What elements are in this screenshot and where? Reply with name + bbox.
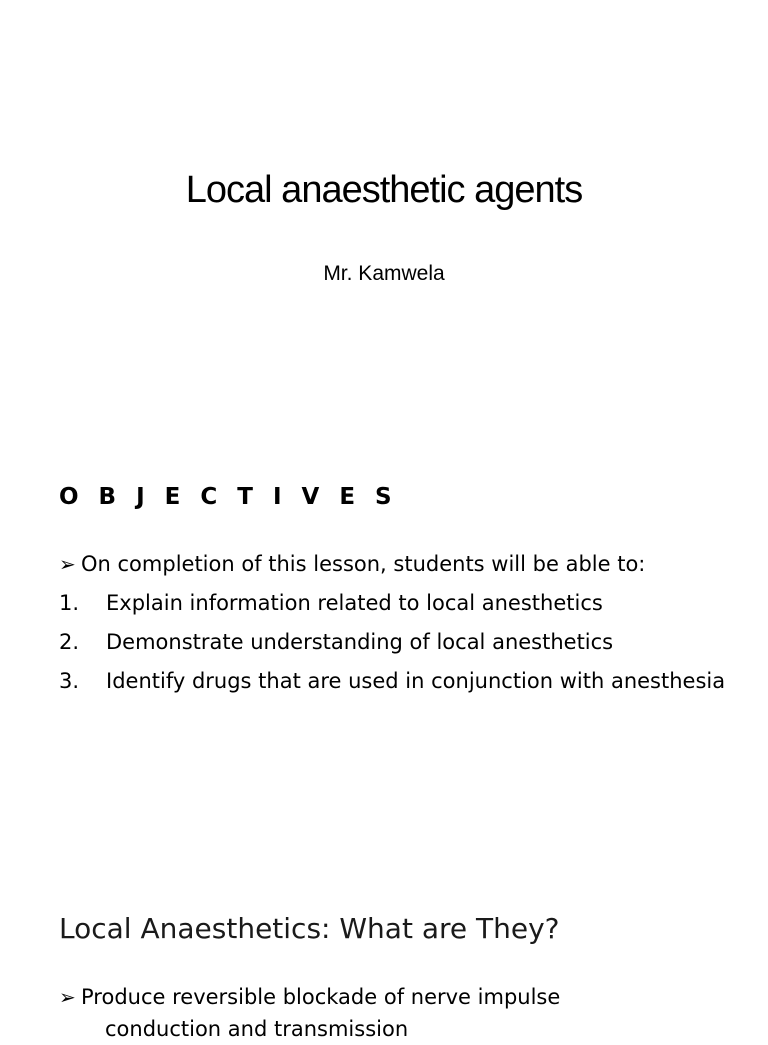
intro-text: On completion of this lesson, students will be able to:	[81, 552, 646, 576]
arrow-bullet-icon: ➢	[59, 552, 76, 576]
definition-bullet	[59, 981, 749, 1013]
definition-text: Produce reversible blockade of nerve impulse	[81, 985, 561, 1009]
slide-author: Mr. Kamwela	[323, 262, 445, 285]
objective-number: 3.	[59, 669, 80, 693]
intro-bullet	[59, 548, 749, 580]
definition-continuation: conduction and transmission	[105, 1017, 409, 1041]
objective-number: 1.	[59, 591, 80, 615]
objective-item	[59, 627, 749, 658]
objective-item	[59, 588, 749, 619]
arrow-bullet-icon: ➢	[59, 985, 76, 1009]
objectives-list	[59, 588, 749, 705]
objective-number: 2.	[59, 630, 80, 654]
objectives-heading: O B J E C T I V E S	[59, 484, 398, 510]
slide-title: Local anaesthetic agents	[185, 169, 583, 211]
section-heading: Local Anaesthetics: What are They?	[59, 912, 560, 945]
objective-text: Demonstrate understanding of local anesthetics	[106, 630, 614, 654]
objective-text: Identify drugs that are used in conjunction with anesthesia	[106, 669, 726, 693]
objective-item	[59, 666, 749, 697]
objective-text: Explain information related to local anesthetics	[106, 591, 603, 615]
